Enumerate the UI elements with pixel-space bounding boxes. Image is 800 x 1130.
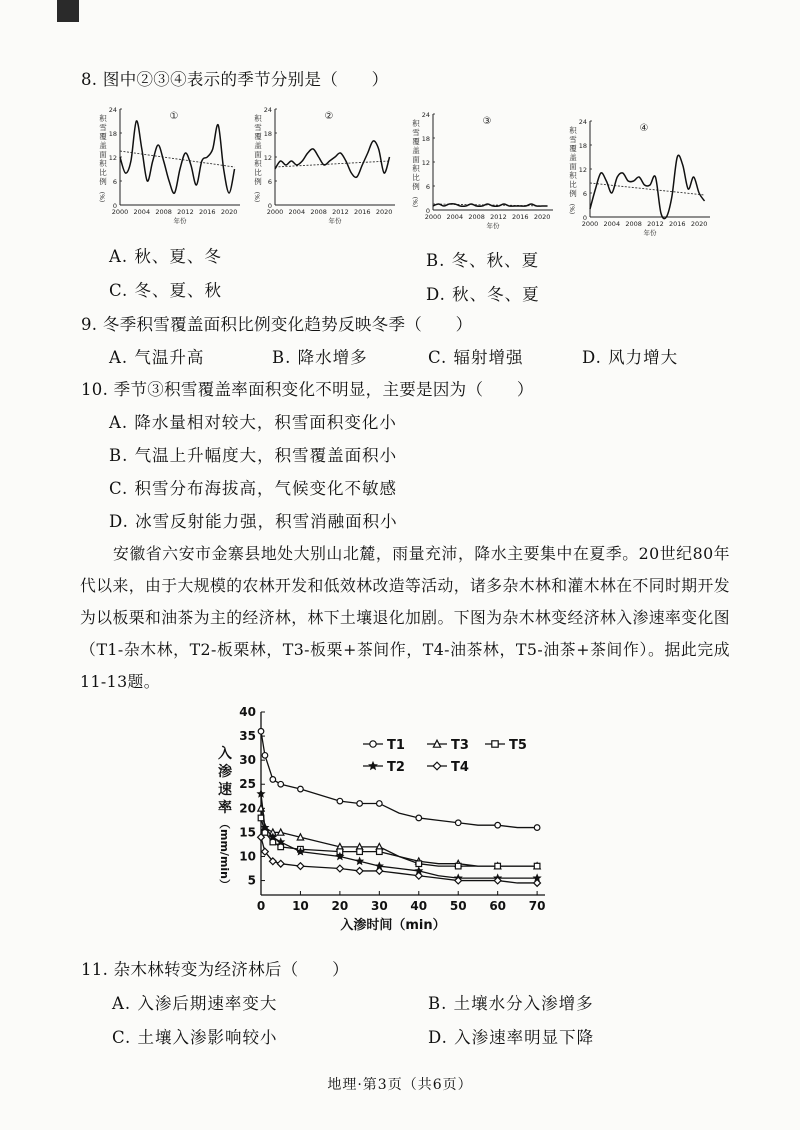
point-t5	[495, 863, 501, 869]
option-text: 积雪分布海拔高，气候变化不敏感	[134, 479, 398, 498]
option-label: A.	[109, 413, 129, 432]
q10-option-a[interactable]	[109, 409, 397, 433]
snow-cover-chart-1	[95, 103, 260, 233]
y-axis-label-char: 覆	[99, 132, 107, 141]
legend-label-t2: T2	[387, 760, 405, 775]
y-axis-unit: （mm/min）	[218, 817, 231, 891]
page-footer: 地理·第3页（共6页）	[327, 1077, 473, 1093]
point-t1	[337, 798, 343, 804]
option-text: 入渗速率明显下降	[454, 1028, 595, 1047]
x-tick-label: 10	[292, 899, 309, 913]
q9-option-c[interactable]	[428, 344, 524, 368]
y-axis-label-char: 积	[254, 114, 262, 123]
q10-option-b[interactable]	[109, 442, 397, 466]
legend-marker	[369, 762, 377, 770]
y-axis-label-char: 盖	[412, 146, 420, 155]
y-tick-label: 12	[578, 166, 587, 174]
q11-option-d[interactable]	[428, 1024, 594, 1048]
y-axis-label-char: 积	[99, 114, 107, 123]
point-t1	[262, 753, 268, 759]
option-label: B.	[109, 446, 129, 465]
y-axis-label-char: 盖	[569, 153, 577, 162]
option-text: 降水增多	[297, 348, 368, 367]
y-tick-label: 12	[421, 159, 430, 167]
y-axis-label-char: 例	[254, 177, 262, 186]
y-tick-label: 12	[108, 154, 117, 162]
q9-option-b[interactable]	[272, 344, 368, 368]
y-tick-label: 0	[582, 214, 587, 222]
point-t4	[297, 863, 304, 870]
y-axis-label-char: 入	[218, 746, 232, 762]
option-text: 土壤水分入渗增多	[453, 994, 594, 1013]
y-axis-label-char: 例	[99, 177, 107, 186]
y-tick-label: 40	[239, 705, 256, 719]
y-tick-label: 6	[267, 178, 272, 186]
y-tick-label: 24	[421, 111, 430, 119]
option-text: 降水量相对较大，积雪面积变化小	[134, 413, 397, 432]
point-t1	[258, 728, 264, 734]
option-label: C.	[112, 1028, 132, 1047]
point-t1	[495, 822, 501, 828]
y-tick-label: 18	[578, 142, 587, 150]
chart-marker: ②	[324, 111, 334, 122]
y-tick-label: 18	[108, 130, 117, 138]
x-tick-label: 2016	[198, 208, 216, 216]
point-t1	[278, 781, 284, 787]
y-axis-label-char: 积	[254, 159, 262, 168]
y-axis-label-char: 覆	[569, 144, 577, 153]
x-tick-label: 2020	[220, 208, 238, 216]
point-t3	[278, 829, 284, 835]
y-tick-label: 25	[239, 777, 256, 792]
option-label: D.	[109, 512, 129, 531]
y-tick-label: 24	[578, 118, 587, 126]
x-tick-label: 2020	[533, 213, 551, 221]
option-text: 气温升高	[134, 348, 205, 367]
x-tick-label: 2016	[668, 220, 686, 228]
legend-label-t1: T1	[387, 738, 405, 753]
x-tick-label: 2004	[133, 208, 151, 216]
option-label: D.	[582, 348, 602, 367]
chart-marker: ④	[639, 123, 649, 134]
point-t5	[416, 861, 422, 867]
x-tick-label: 2004	[446, 213, 464, 221]
reading-passage: 安徽省六安市金寨县地处大别山北麓，雨量充沛，降水主要集中在夏季。20世纪80年代以来，由于大规模的农林开发和低效林改造等活动，诸多杂木林和灌木林在不同时期开发为以板栗和油茶为主的经济林，林下土壤退化加剧。下图为杂木林变经济林入渗速率变化图（T1-杂木林，T2-板栗林，T3-板栗+茶间作，T4-油茶林，T5-油茶+茶间作）。据此完成11-13题。	[80, 544, 730, 691]
point-t1	[357, 801, 363, 807]
point-t1	[534, 825, 540, 831]
point-t5	[534, 863, 540, 869]
y-axis-label-char: 比	[569, 180, 577, 189]
option-text: 秋、冬、夏	[452, 285, 540, 304]
y-tick-label: 10	[239, 849, 256, 864]
point-t2	[356, 857, 364, 864]
q8-option-b[interactable]	[426, 247, 539, 271]
legend-label-t3: T3	[451, 738, 469, 753]
option-text: 冬、秋、夏	[451, 251, 540, 270]
x-tick-label: 2004	[603, 220, 621, 228]
y-axis-label-char: 积	[569, 171, 577, 180]
y-axis-label-char: 率	[218, 800, 232, 816]
option-text: 入渗后期速率变大	[137, 994, 278, 1013]
y-tick-label: 0	[112, 202, 117, 210]
point-t1	[270, 777, 276, 783]
y-axis-label-char: 渗	[218, 764, 232, 780]
y-axis-label-char: 例	[569, 189, 577, 198]
point-t1	[416, 815, 422, 821]
y-tick-label: 18	[421, 135, 430, 143]
x-tick-label: 2016	[511, 213, 529, 221]
y-tick-label: 6	[425, 183, 430, 191]
x-tick-label: 2000	[111, 208, 129, 216]
q11-stem: 11. 杂木林转变为经济林后（ ）	[81, 960, 349, 979]
x-tick-label: 2008	[625, 220, 642, 228]
option-text: 冬、夏、秋	[134, 281, 223, 300]
snow-cover-series	[433, 204, 548, 207]
corner-mark	[57, 0, 79, 22]
option-label: D.	[426, 285, 446, 304]
snow-cover-series	[275, 141, 390, 177]
snow-cover-series	[120, 121, 235, 193]
y-tick-label: 6	[582, 190, 587, 198]
x-tick-label: 20	[331, 899, 349, 913]
point-t5	[455, 863, 461, 869]
x-tick-label: 2008	[468, 213, 485, 221]
q10-stem: 10. 季节③积雪覆盖率面积变化不明显，主要是因为（ ）	[81, 380, 534, 399]
option-label: D.	[428, 1028, 448, 1047]
option-text: 秋、夏、冬	[134, 247, 222, 266]
x-tick-label: 50	[449, 899, 467, 913]
y-axis-label-char: 雪	[254, 123, 262, 132]
x-axis-label: 入渗时间（min）	[340, 918, 446, 933]
y-axis-label-char: 例	[412, 182, 420, 191]
y-axis-label-char: 盖	[99, 141, 107, 150]
q11-option-a[interactable]	[112, 990, 277, 1014]
legend-label-t4: T4	[451, 760, 469, 775]
x-tick-label: 2008	[155, 208, 172, 216]
x-tick-label: 2012	[332, 208, 349, 216]
x-tick-label: 60	[489, 899, 507, 913]
snow-cover-chart-4	[565, 115, 730, 245]
series-line-t4	[261, 837, 537, 883]
y-tick-label: 30	[239, 753, 256, 768]
q8-option-a[interactable]	[109, 243, 222, 267]
point-t1	[455, 820, 461, 826]
option-text: 气温上升幅度大，积雪覆盖面积小	[134, 446, 398, 465]
option-label: B.	[428, 994, 448, 1013]
point-t4	[336, 865, 343, 872]
chart-marker: ③	[482, 116, 492, 127]
point-t5	[377, 849, 383, 855]
x-tick-label: 2012	[647, 220, 664, 228]
y-tick-label: 15	[239, 825, 256, 840]
q9-option-a[interactable]	[109, 344, 204, 368]
x-axis-label: 年份	[328, 217, 342, 225]
y-axis-label-char: 面	[99, 150, 107, 159]
y-axis-label-char: 盖	[254, 141, 262, 150]
q10-option-c[interactable]	[109, 475, 397, 499]
option-label: B.	[272, 348, 292, 367]
q8-option-d[interactable]	[426, 281, 540, 305]
option-text: 辐射增强	[453, 348, 524, 367]
q9-stem: 9. 冬季积雪覆盖面积比例变化趋势反映冬季（ ）	[81, 315, 473, 334]
option-label: C.	[109, 479, 129, 498]
option-label: B.	[426, 251, 446, 270]
point-t2	[257, 790, 265, 797]
y-axis-unit: (%)	[411, 196, 418, 208]
y-axis-unit: (%)	[98, 191, 105, 203]
snow-cover-series	[590, 155, 705, 218]
option-label: A.	[109, 247, 129, 266]
option-label: C.	[428, 348, 448, 367]
x-tick-label: 70	[528, 899, 546, 913]
trend-line	[120, 151, 235, 167]
x-tick-label: 2016	[353, 208, 371, 216]
y-axis-label-char: 积	[412, 119, 420, 128]
x-tick-label: 2000	[424, 213, 442, 221]
option-text: 土壤入渗影响较小	[137, 1028, 278, 1047]
option-label: A.	[109, 348, 129, 367]
x-tick-label: 40	[410, 899, 428, 913]
point-t3	[297, 834, 303, 840]
y-tick-label: 0	[267, 202, 272, 210]
y-tick-label: 12	[263, 154, 272, 162]
x-tick-label: 0	[256, 899, 266, 913]
y-axis-label-char: 积	[99, 159, 107, 168]
option-text: 风力增大	[608, 348, 679, 367]
y-axis-label-char: 速	[218, 782, 232, 798]
y-axis-label-char: 面	[254, 150, 262, 159]
point-t4	[277, 860, 284, 867]
q8-option-c[interactable]	[109, 277, 222, 301]
y-axis-label-char: 覆	[412, 137, 420, 146]
y-tick-label: 5	[247, 873, 256, 888]
y-axis-label-char: 雪	[412, 128, 420, 137]
q11-option-c[interactable]	[112, 1024, 278, 1048]
y-axis-label-char: 覆	[254, 132, 262, 141]
x-tick-label: 2020	[375, 208, 393, 216]
x-tick-label: 2012	[177, 208, 194, 216]
y-axis-unit: (%)	[253, 191, 260, 203]
q11-option-b[interactable]	[428, 990, 594, 1014]
y-tick-label: 35	[239, 729, 256, 744]
y-axis-label-char: 雪	[569, 135, 577, 144]
y-axis-label-char: 面	[569, 162, 577, 171]
x-tick-label: 2000	[581, 220, 599, 228]
x-axis-label: 年份	[173, 217, 187, 225]
y-tick-label: 18	[263, 130, 272, 138]
y-axis-label-char: 积	[412, 164, 420, 173]
snow-cover-chart-3	[408, 108, 573, 238]
option-label: A.	[112, 994, 132, 1013]
x-tick-label: 30	[370, 899, 388, 913]
legend-marker	[370, 741, 376, 747]
y-tick-label: 24	[263, 106, 272, 114]
point-t5	[357, 849, 363, 855]
point-t1	[298, 786, 304, 792]
snow-cover-chart-2	[250, 103, 415, 233]
legend-marker	[492, 741, 498, 747]
q8-stem: 8. 图中②③④表示的季节分别是（ ）	[81, 70, 389, 89]
infiltration-rate-chart	[205, 700, 565, 950]
legend-label-t5: T5	[509, 738, 527, 753]
q9-option-d[interactable]	[582, 344, 678, 368]
option-text: 冰雪反射能力强，积雪消融面积小	[135, 512, 398, 531]
y-tick-label: 24	[108, 106, 117, 114]
y-axis-label-char: 比	[412, 173, 420, 182]
y-axis-label-char: 雪	[99, 123, 107, 132]
x-tick-label: 2000	[266, 208, 284, 216]
y-tick-label: 20	[239, 801, 256, 816]
y-tick-label: 6	[112, 178, 117, 186]
x-axis-label: 年份	[643, 229, 657, 237]
x-tick-label: 2020	[690, 220, 708, 228]
x-axis-label: 年份	[486, 222, 500, 230]
y-axis-label-char: 面	[412, 155, 420, 164]
x-tick-label: 2012	[490, 213, 507, 221]
point-t1	[377, 801, 383, 807]
q10-option-d[interactable]	[109, 508, 398, 532]
point-t4	[356, 868, 363, 875]
chart-marker: ①	[169, 111, 179, 122]
y-axis-label-char: 比	[99, 168, 107, 177]
y-axis-unit: (%)	[568, 203, 575, 215]
y-axis-label-char: 积	[569, 126, 577, 135]
x-tick-label: 2008	[310, 208, 327, 216]
x-tick-label: 2004	[288, 208, 306, 216]
y-tick-label: 0	[425, 207, 430, 215]
legend-marker	[433, 762, 441, 770]
option-label: C.	[109, 281, 129, 300]
y-axis-label-char: 比	[254, 168, 262, 177]
